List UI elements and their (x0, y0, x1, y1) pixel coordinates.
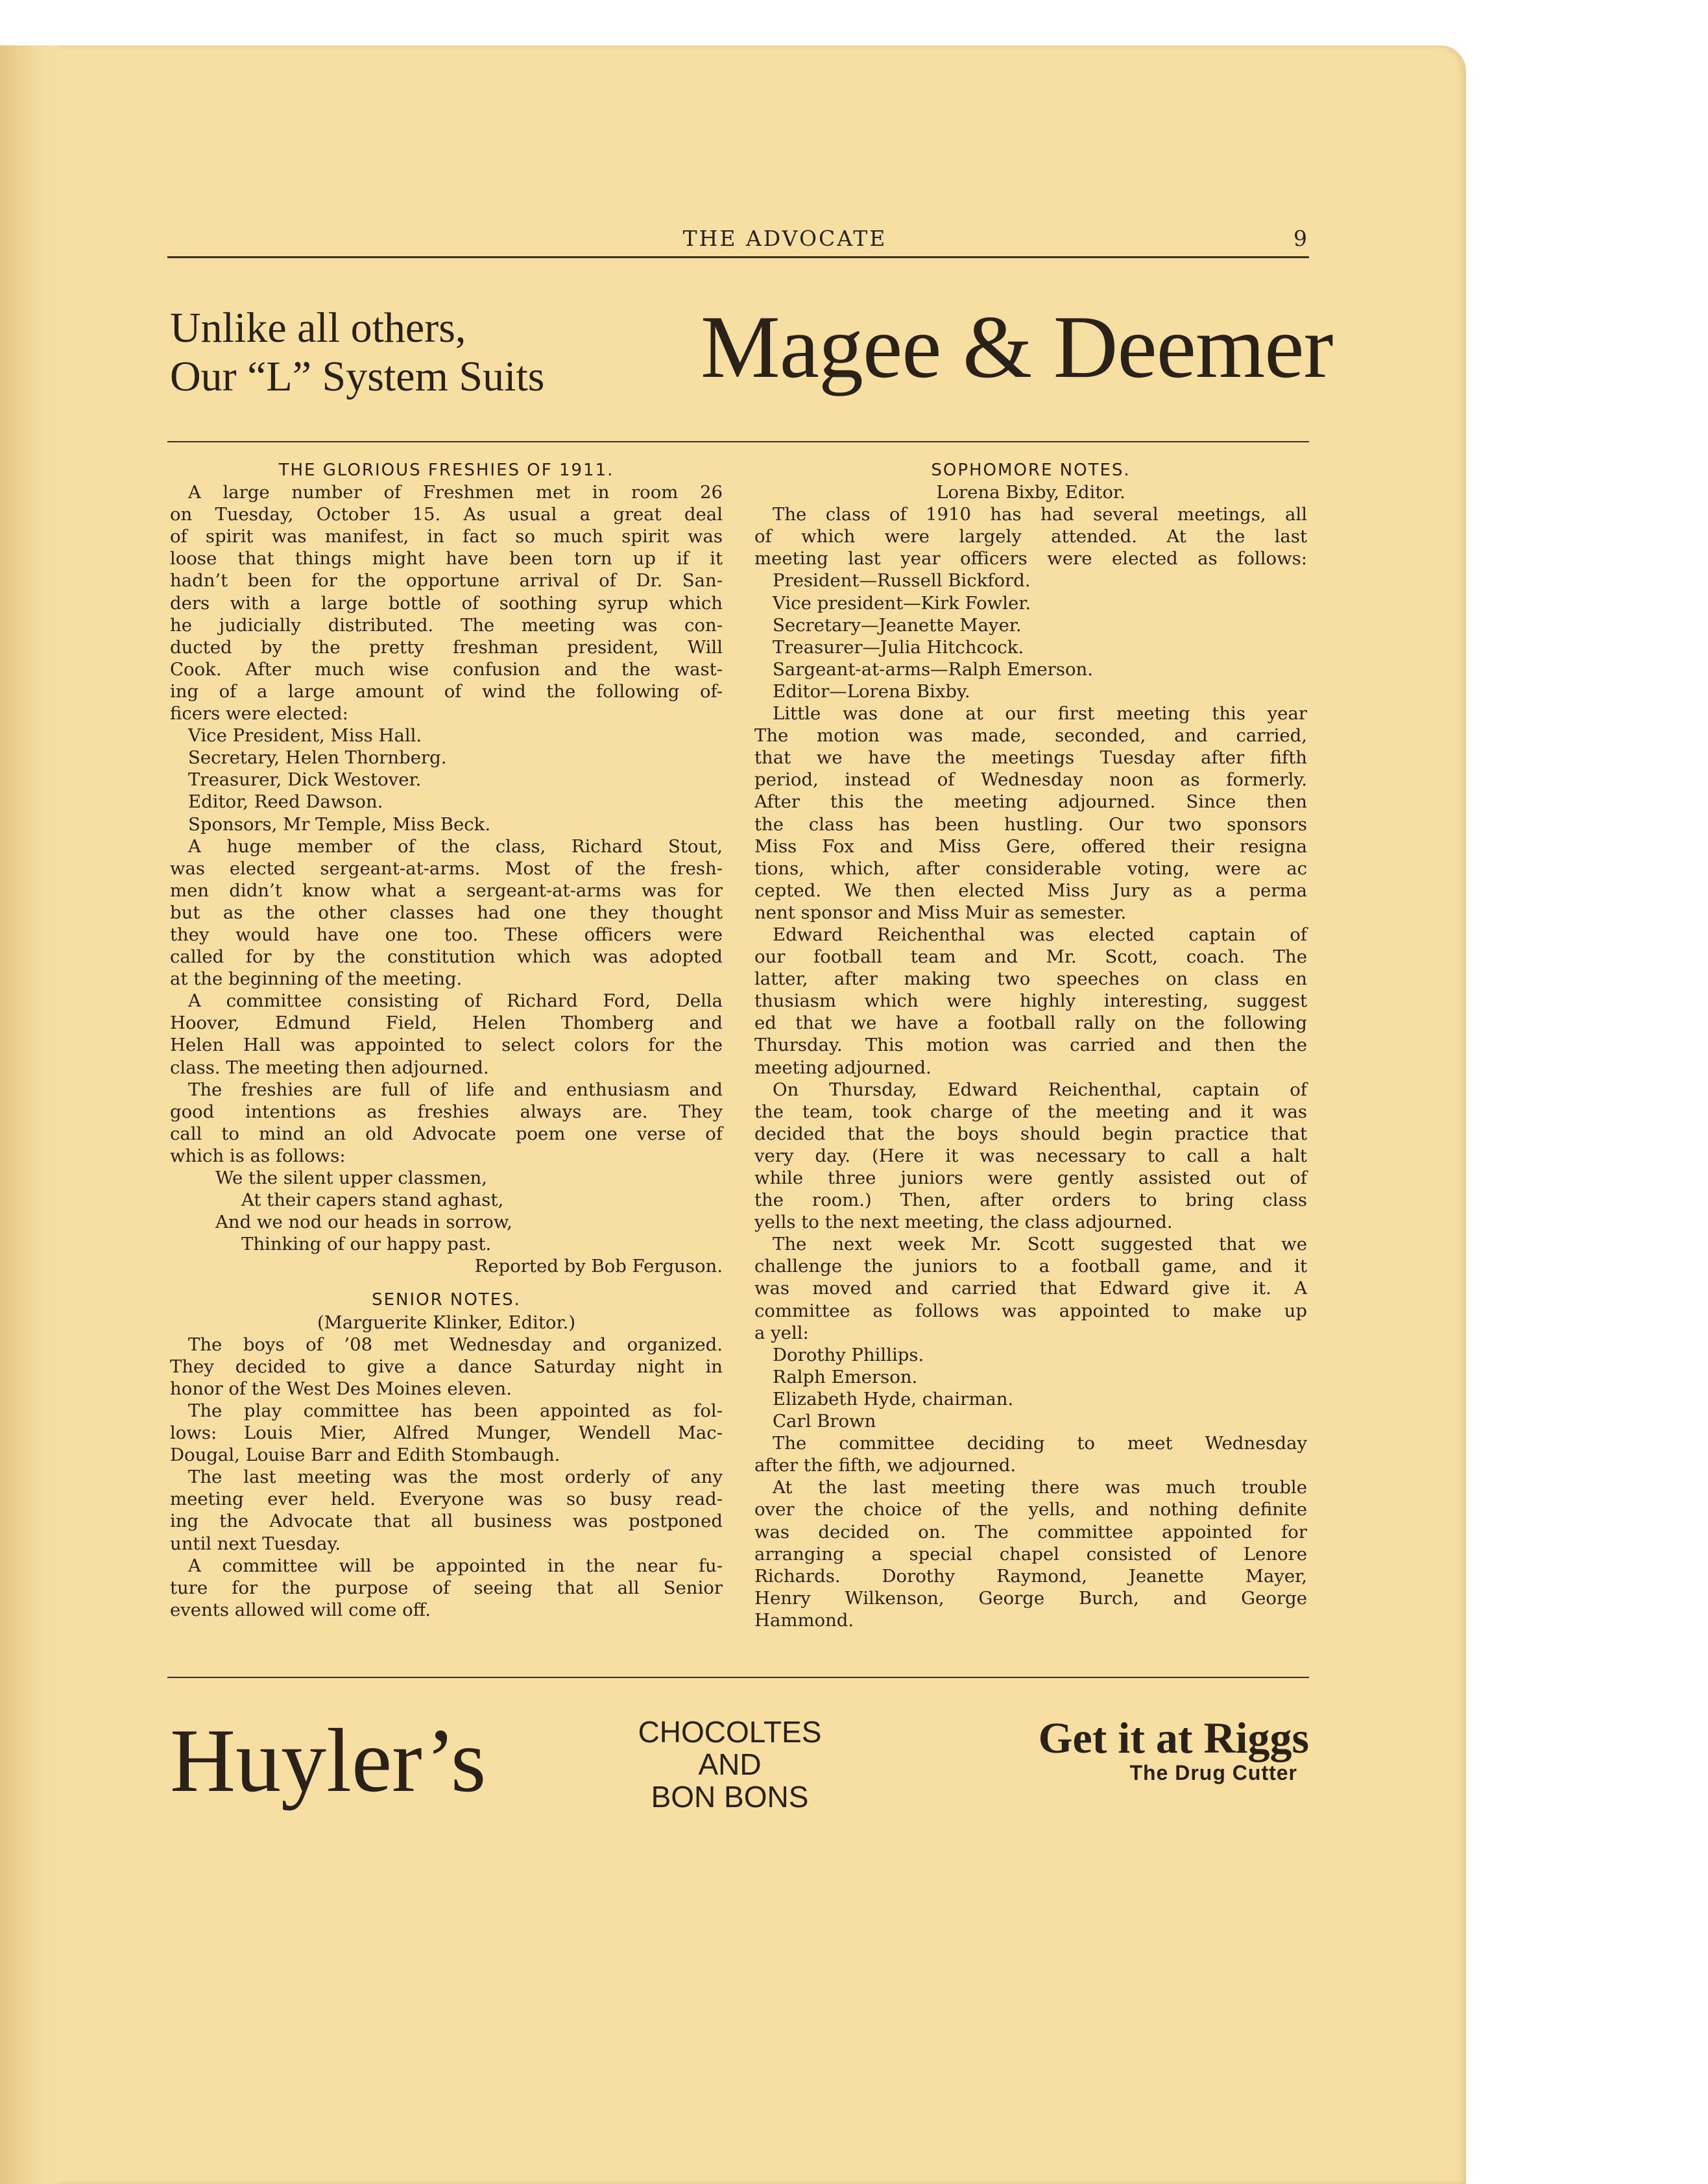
text-line: The class of 1910 has had several meetings, all (773, 504, 1307, 525)
text-line: committee as follows was appointed to make up (754, 1300, 1307, 1321)
text-line: honor of the West Des Moines eleven. (170, 1378, 512, 1399)
magee-deemer-ad: Magee & Deemer (701, 297, 1333, 396)
text-line: the team, took charge of the meeting and it was (754, 1101, 1307, 1122)
text-line: Hammond. (754, 1609, 854, 1631)
riggs-ad-subtitle: The Drug Cutter (1129, 1761, 1297, 1784)
text-line: meeting adjourned. (754, 1057, 932, 1078)
text-line: The motion was made, seconded, and carried, (754, 725, 1307, 747)
right-column (754, 459, 1307, 1631)
text-line: Dougal, Louise Barr and Edith Stombaugh. (170, 1445, 560, 1466)
officer-line: President—Russell Bickford. (773, 570, 1031, 592)
text-line: ders with a large bottle of soothing syrup which (170, 592, 723, 614)
chocolates-ad-line2: AND (698, 1747, 762, 1781)
text-line: The last meeting was the most orderly of any (188, 1467, 723, 1488)
text-line: good intentions as freshies always are. They (170, 1101, 723, 1122)
text-line: on Tuesday, October 15. As usual a great deal (170, 504, 723, 525)
poem-line: We the silent upper classmen, (215, 1168, 487, 1188)
text-line: A huge member of the class, Richard Stout, (188, 835, 723, 857)
officer-line: Sponsors, Mr Temple, Miss Beck. (188, 813, 491, 835)
senior-heading: SENIOR NOTES. (372, 1290, 521, 1310)
text-line: was decided on. The committee appointed for (754, 1521, 1307, 1542)
suits-ad-line2: Our “L” System Suits (170, 353, 545, 400)
text-line: they would have one too. These officers were (170, 924, 723, 945)
text-line: Edward Reichenthal was elected captain of (773, 924, 1307, 945)
text-line: Cook. After much wise confusion and the wast- (170, 658, 723, 680)
text-line: challenge the juniors to a football game, and it (754, 1256, 1307, 1277)
text-line: A committee consisting of Richard Ford, Della (188, 990, 723, 1012)
text-line: was moved and carried that Edward give it. A (754, 1278, 1307, 1299)
committee-line: Ralph Emerson. (773, 1366, 918, 1387)
text-line: over the choice of the yells, and nothing definite (754, 1499, 1307, 1520)
riggs-ad-title: Get it at Riggs (1038, 1713, 1309, 1762)
officer-line: Vice President, Miss Hall. (188, 725, 422, 747)
text-line: loose that things might have been torn up if it (170, 548, 723, 570)
text-line: Hoover, Edmund Field, Helen Thomberg and (170, 1013, 723, 1034)
text-line: called for by the constitution which was adopted (170, 946, 723, 968)
text-line: ing of a large amount of wind the following of- (170, 680, 723, 702)
text-line: yells to the next meeting, the class adjourned. (754, 1212, 1173, 1233)
text-line: lows: Louis Mier, Alfred Munger, Wendell Mac- (170, 1422, 723, 1444)
officer-line: Secretary, Helen Thornberg. (188, 747, 447, 769)
spacer (170, 1277, 723, 1289)
text-line: arranging a special chapel consisted of Lenore (754, 1543, 1307, 1565)
senior-editor: (Marguerite Klinker, Editor.) (317, 1312, 576, 1333)
officer-line: Secretary—Jeanette Mayer. (773, 614, 1022, 636)
committee-line: Dorothy Phillips. (773, 1344, 924, 1365)
text-line: Little was done at our first meeting this year (773, 703, 1307, 725)
officer-line: Vice president—Kirk Fowler. (773, 592, 1031, 614)
huylers-ad: Huyler’s (170, 1710, 487, 1811)
chocolates-ad-line1: CHOCOLTES (638, 1715, 822, 1749)
text-line: At the last meeting there was much trouble (773, 1477, 1307, 1498)
header-rule (167, 256, 1309, 258)
committee-line: Carl Brown (773, 1411, 876, 1432)
text-line: ducted by the pretty freshman president, Will (170, 636, 723, 658)
text-line: our football team and Mr. Scott, coach. The (754, 946, 1307, 968)
text-line: cepted. We then elected Miss Jury as a perma (754, 880, 1307, 901)
text-line: Henry Wilkenson, George Burch, and George (754, 1587, 1307, 1609)
text-line: thusiasm which were highly interesting, suggest (754, 990, 1307, 1012)
text-line: which is as follows: (170, 1145, 346, 1166)
text-line: A large number of Freshmen met in room 26 (188, 482, 723, 503)
poem-line: And we nod our heads in sorrow, (215, 1212, 512, 1233)
text-line: meeting ever held. Everyone was so busy read- (170, 1489, 723, 1510)
text-line: The next week Mr. Scott suggested that we (773, 1234, 1307, 1255)
suits-ad-line1: Unlike all others, (170, 304, 466, 352)
text-line: at the beginning of the meeting. (170, 968, 463, 990)
text-line: The play committee has been appointed as fol- (188, 1400, 723, 1421)
text-line: The boys of ’08 met Wednesday and organized. (188, 1334, 723, 1355)
text-line: Richards. Dorothy Raymond, Jeanette Mayer, (754, 1565, 1307, 1587)
poem-line: At their capers stand aghast, (241, 1190, 504, 1211)
text-line: nent sponsor and Miss Muir as semester. (754, 902, 1127, 923)
sophomore-editor: Lorena Bixby, Editor. (936, 482, 1125, 503)
text-line: period, instead of Wednesday noon as formerly. (754, 769, 1307, 791)
text-line: a yell: (754, 1322, 809, 1343)
text-line: ing the Advocate that all business was postponed (170, 1511, 723, 1532)
reporter-signature: Reported by Bob Ferguson. (474, 1256, 723, 1277)
text-line: ture for the purpose of seeing that all Senior (170, 1577, 723, 1598)
officer-line: Editor, Reed Dawson. (188, 791, 383, 813)
ads-rule (167, 441, 1309, 442)
text-line: Helen Hall was appointed to select colors for the (170, 1035, 723, 1056)
sophomore-heading: SOPHOMORE NOTES. (931, 461, 1131, 480)
text-line: that we have the meetings Tuesday after fifth (754, 747, 1307, 769)
text-line: A committee will be appointed in the near fu- (188, 1555, 723, 1576)
text-line: after the fifth, we adjourned. (754, 1455, 1016, 1476)
text-line: the class has been hustling. Our two sponsors (754, 813, 1307, 835)
text-line: After this the meeting adjourned. Since then (754, 791, 1307, 813)
text-line: ed that we have a football rally on the following (754, 1013, 1307, 1034)
text-line: the room.) Then, after orders to bring class (754, 1190, 1307, 1211)
text-line: of which were largely attended. At the last (754, 526, 1307, 547)
footer-rule (167, 1677, 1309, 1678)
text-line: while three juniors were gently assisted out of (754, 1168, 1307, 1188)
chocolates-ad (607, 1716, 853, 1813)
officer-line: Treasurer, Dick Westover. (188, 769, 422, 791)
text-line: On Thursday, Edward Reichenthal, captain of (773, 1079, 1307, 1100)
text-line: until next Tuesday. (170, 1533, 341, 1554)
text-line: decided that the boys should begin practice that (754, 1123, 1307, 1144)
text-line: meeting last year officers were elected as follows: (754, 548, 1307, 570)
text-line: Miss Fox and Miss Gere, offered their resigna (754, 835, 1307, 857)
text-line: men didn’t know what a sergeant-at-arms was for (170, 880, 723, 901)
committee-line: Elizabeth Hyde, chairman. (773, 1388, 1014, 1410)
left-column (170, 459, 723, 1621)
text-line: Thursday. This motion was carried and then the (754, 1035, 1307, 1056)
poem-line: Thinking of our happy past. (241, 1234, 492, 1255)
text-line: The freshies are full of life and enthusiasm and (188, 1079, 723, 1100)
text-line: of spirit was manifest, in fact so much spirit was (170, 526, 723, 547)
page-header-title: THE ADVOCATE (682, 226, 887, 251)
text-line: They decided to give a dance Saturday night in (170, 1356, 723, 1377)
text-line: very day. (Here it was necessary to call a halt (754, 1145, 1307, 1166)
text-line: tions, which, after considerable voting, were ac (754, 858, 1307, 879)
text-line: The committee deciding to meet Wednesday (773, 1433, 1307, 1454)
text-line: he judicially distributed. The meeting was con- (170, 614, 723, 636)
text-line: was elected sergeant-at-arms. Most of the fresh- (170, 858, 723, 879)
text-line: class. The meeting then adjourned. (170, 1057, 489, 1078)
officer-line: Editor—Lorena Bixby. (773, 680, 970, 702)
binding-edge (0, 45, 58, 2184)
chocolates-ad-line3: BON BONS (651, 1780, 809, 1814)
freshies-heading: THE GLORIOUS FRESHIES OF 1911. (278, 461, 614, 480)
text-line: call to mind an old Advocate poem one verse of (170, 1123, 723, 1144)
text-line: events allowed will come off. (170, 1599, 431, 1620)
text-line: latter, after making two speeches on class en (754, 968, 1307, 990)
text-line: ficers were elected: (170, 703, 348, 725)
text-line: hadn’t been for the opportune arrival of Dr. San- (170, 570, 723, 592)
page-number: 9 (1293, 226, 1309, 251)
text-line: but as the other classes had one they thought (170, 902, 723, 923)
officer-line: Sargeant-at-arms—Ralph Emerson. (773, 658, 1093, 680)
officer-line: Treasurer—Julia Hitchcock. (773, 636, 1024, 658)
